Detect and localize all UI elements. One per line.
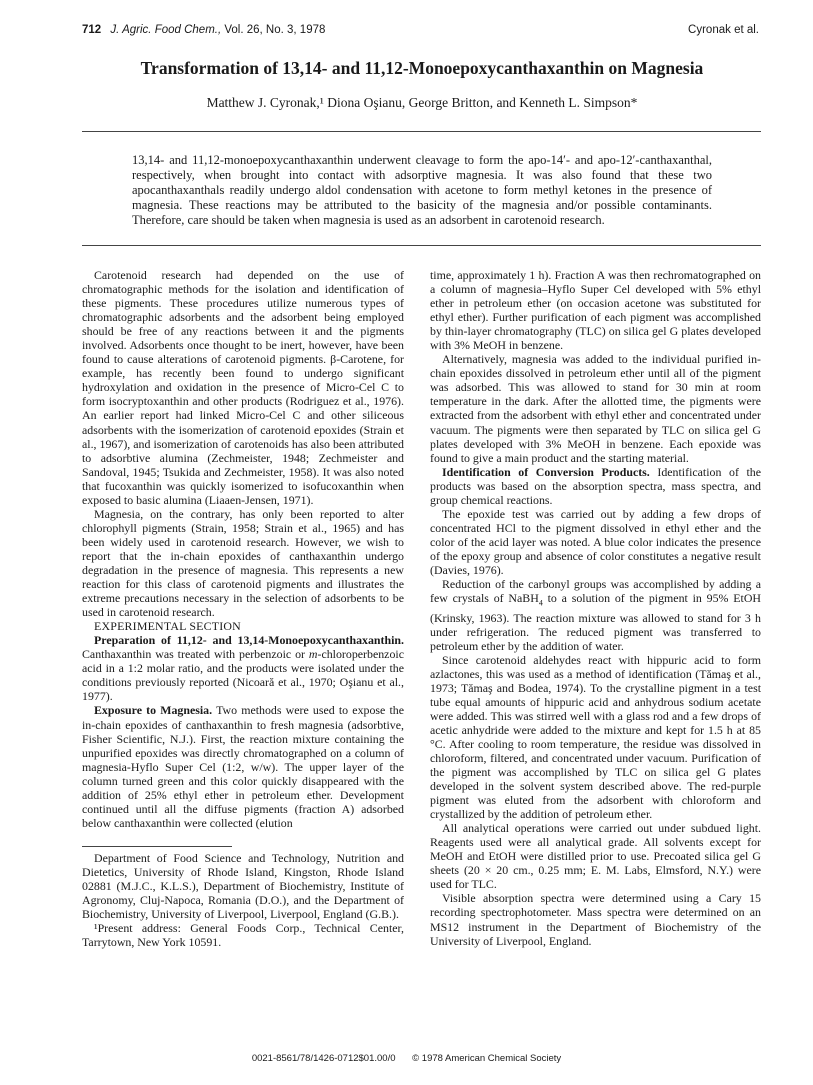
left-column	[82, 268, 404, 830]
identification-heading: Identification of Conversion Products.	[442, 464, 650, 479]
reduction-subscript: 4	[538, 598, 543, 608]
preparation-heading: Preparation of 11,12- and 13,14-Monoepoxycanthaxanthin.	[94, 633, 404, 648]
abstract-bottom-rule	[82, 245, 761, 246]
identification-text: Identification of the products was based on the absorption spectra, mass spectra, and group chemical reactions.	[430, 464, 761, 507]
intro-paragraph-2: Magnesia, on the contrary, has only been reported to alter chlorophyll pigments (Strain, 1958; Strain et al., 1965) and has been widely used in carotenoid research. However, we wish to report that the in-chain epoxides of canthaxanthin undergo degradation in the presence of magnesia. This represents a new reaction for this class of carotenoid pigments and illustrates the extreme precautions necessary in the selection of adsorbents to be used in carotenoid research.	[82, 506, 404, 620]
intro-paragraph-1: Carotenoid research had depended on the use of chromatographic methods for the isolation and identification of these pigments. These procedures utilize numerous types of chromatographic adsorbents and the adsorbent being employed should be free of any reactions between it and the pigments involved. Adsorbents once thought to be inert, however, have been found to cause alterations of carotenoid pigments. β-Carotene, for example, has recently been found to undergo significant hydroxylation and oxidation in the presence of Micro-Cel C to form isocryptoxanthin and other products (Rodriguez et al., 1976). An earlier report had linked Micro-Cel C and other siliceous adsorbents with the isomerization of carotenoid epoxides (Strain et al., 1967), and isomerization of carotenoids has also been attributed to adsorbtive alumina (Zechmeister, 1948; Zechmeister and Sandoval, 1945; Tsukida and Zechmeister, 1958). It was also noted that fucoxanthin was quickly isomerized to isofucoxanthin when exposed to basic alumina (Liaaen-Jensen, 1971).	[82, 268, 404, 507]
present-address-footnote: ¹Present address: General Foods Corp., Technical Center, Tarrytown, New York 10591.	[82, 921, 404, 950]
analytical-paragraph: All analytical operations were carried out under subdued light. Reagents used were all analytical grade. All solvents except for MeOH and EtOH were distilled prior to use. Precoated silica gel G sheets (20 × 20 cm., 0.25 mm; E. M. Labs, Elmsford, N.Y.) were used for TLC.	[430, 821, 761, 892]
exposure-heading: Exposure to Magnesia.	[94, 703, 213, 718]
epoxide-test-paragraph: The epoxide test was carried out by adding a few drops of concentrated HCl to the pigment dissolved in ethyl ether and the color of the acid layer was noted. A blue color indicates the presence of the epoxy group and absence of color constitutes a negative result (Davies, 1976).	[430, 506, 761, 577]
footer-code: 0021-8561/78/1426-0712$01.00/0	[251, 1053, 396, 1064]
volume-info: Vol. 26, No. 3, 1978	[224, 24, 326, 36]
methods-paragraph-1: time, approximately 1 h). Fraction A was then rechromatographed on a column of magnesia–Hyflo Super Cel developed with 5% ethyl ether in petroleum ether (on occasion acetone was substituted for ethyl ether). Further purification of each pigment was accomplished by thin-layer chromatography (TLC) on silica gel G plates developed with 3% MeOH in benzene.	[430, 268, 761, 353]
footnote-rule	[82, 846, 232, 847]
preparation-text-b: -chloroperbenzoic acid in a 1:2 molar ratio, and the products were isolated under the conditions previously reported (Nicoară et al., 1970; Oşianu et al., 1977).	[82, 647, 404, 704]
running-author: Cyronak et al.	[688, 24, 759, 36]
page-number: 712	[82, 24, 102, 36]
paper-title: Transformation of 13,14- and 11,12-Monoepoxycanthaxanthin on Magnesia	[140, 58, 704, 78]
footer-copyright: © 1978 American Chemical Society	[412, 1053, 562, 1064]
azlactone-paragraph: Since carotenoid aldehydes react with hippuric acid to form azlactones, this was used as a method of identification (Tămaş et al., 1973; Tămaş and Bodea, 1974). To the crystalline pigment in a test tube equal amounts of hippuric acid and anhydrous sodium acetate were added. This was stirred well with a glass rod and a few drops of acetic anhydride were added to the mixture and kept for 1.5 h at 85 °C. After cooling to room temperature, the residue was dissolved in chloroform, filtered, and concentrated under vacuum. Purification of the pigment was accomplished by TLC on silica gel G plates developed in the solvent system described above. The red-purple pigment was eluted from the adsorbent with chloroform and crystallized by the addition of petroleum ether.	[430, 652, 761, 822]
section-heading-experimental: EXPERIMENTAL SECTION	[94, 619, 241, 634]
preparation-paragraph	[82, 633, 404, 703]
spectra-paragraph: Visible absorption spectra were determined using a Cary 15 recording spectrophotometer. Mass spectra were determined on an MS12 instrument in the Department of Biochemistry of the University of Liverpool, England.	[430, 891, 761, 948]
reduction-paragraph	[430, 577, 761, 653]
exposure-text: Two methods were used to expose the in-chain epoxides of canthaxanthin to fresh magnesia (adsorbtive, Fisher Scientific, N.J.). First, the reaction mixture containing the unpurified epoxides was directly chromatographed on a column of magnesia-Hyflo Super Cel (1:2, w/w). The upper layer of the column turned green and this color quickly disappeared with the addition of 25% ethyl ether in petroleum ether. Development continued until all the diffuse pigments (fraction A) adsorbed below canthaxanthin were collected (elution	[82, 703, 404, 830]
methods-paragraph-2: Alternatively, magnesia was added to the individual purified in-chain epoxides dissolved in petroleum ether until all of the pigment was adsorbed. This was allowed to stand for 30 min at room temperature in the dark. After the allotted time, the pigments were extracted from the adsorbent with ethyl ether and concentrated under vacuum. The pigments were then separated by TLC on silica gel G plates developed with 3% MeOH in benzene. Each epoxide was found to give a main product and the starting material.	[430, 352, 761, 465]
author-list: Matthew J. Cyronak,¹ Diona Oşianu, George Britton, and Kenneth L. Simpson*	[206, 95, 638, 110]
reduction-text-b: to a solution of the pigment in 95% EtOH (Krinsky, 1963). The reaction mixture was allowed to stand for 3 h under refrigeration. The reduced pigment was transferred to petroleum ether by the addition of water.	[430, 591, 761, 653]
right-column	[430, 268, 761, 948]
abstract-top-rule	[82, 131, 761, 132]
footnotes	[82, 851, 404, 949]
preparation-text-m: m	[308, 647, 318, 662]
abstract: 13,14- and 11,12-monoepoxycanthaxanthin underwent cleavage to form the apo-14′- and apo-12′-canthaxanthal, respectively, when brought into contact with adsorptive magnesia. It was also found that these two apocanthaxanthals readily undergo aldol condensation with acetone to form methyl ketones in the presence of magnesia. These reactions may be attributed to the basicity of the magnesia and/or possible contaminants. Therefore, care should be taken when magnesia is used as an adsorbent in carotenoid research.	[132, 153, 712, 228]
page-footer	[0, 1053, 813, 1064]
exposure-paragraph	[82, 703, 404, 829]
reduction-text-a: Reduction of the carbonyl groups was accomplished by adding a few crystals of NaBH	[430, 577, 761, 606]
affiliation-footnote: Department of Food Science and Technology, Nutrition and Dietetics, University of Rhode Island, Kingston, Rhode Island 02881 (M.J.C., K.L.S.), Department of Biochemistry, Institute of Agronomy, Cluj-Napoca, Romania (D.O.), and the Department of Biochemistry, University of Liverpool, Liverpool, England (G.B.).	[82, 851, 404, 922]
identification-paragraph	[430, 465, 761, 507]
journal-name: J. Agric. Food Chem.,	[110, 24, 222, 36]
running-head	[82, 24, 759, 42]
preparation-text-a: Canthaxanthin was treated with perbenzoic or	[82, 647, 309, 662]
